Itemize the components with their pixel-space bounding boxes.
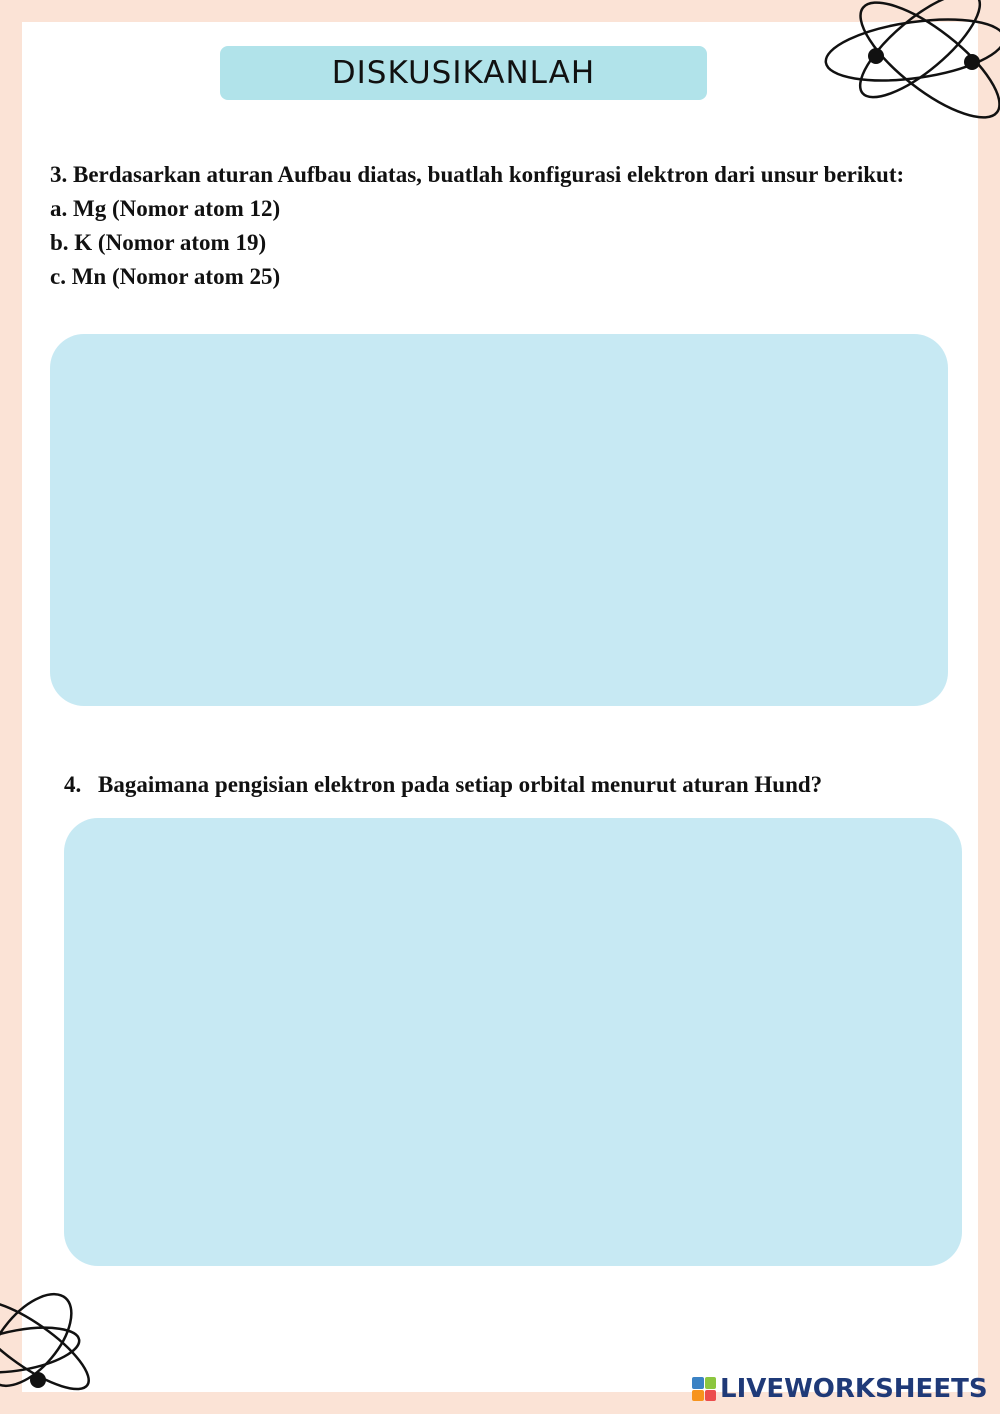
atom-decoration-icon (0, 1270, 110, 1414)
answer-box-4[interactable] (64, 818, 962, 1266)
question-3-item-c: c. Mn (Nomor atom 25) (50, 264, 281, 289)
liveworksheets-brand (692, 1372, 988, 1406)
question-3 (50, 158, 970, 294)
question-3-item-a: a. Mg (Nomor atom 12) (50, 196, 281, 221)
question-4-number: 4. (64, 772, 82, 797)
question-4 (64, 770, 964, 800)
answer-box-3[interactable] (50, 334, 948, 706)
question-4-prompt: Bagaimana pengisian elektron pada setiap orbital menurut aturan Hund? (98, 772, 823, 797)
liveworksheets-logo-icon (692, 1377, 716, 1401)
brand-name: LIVEWORKSHEETS (720, 1374, 988, 1404)
question-3-item-b: b. K (Nomor atom 19) (50, 230, 267, 255)
page-title: DISKUSIKANLAH (220, 46, 707, 100)
question-3-prompt: 3. Berdasarkan aturan Aufbau diatas, buatlah konfigurasi elektron dari unsur berikut: (50, 162, 905, 187)
atom-decoration-icon (810, 0, 1000, 150)
